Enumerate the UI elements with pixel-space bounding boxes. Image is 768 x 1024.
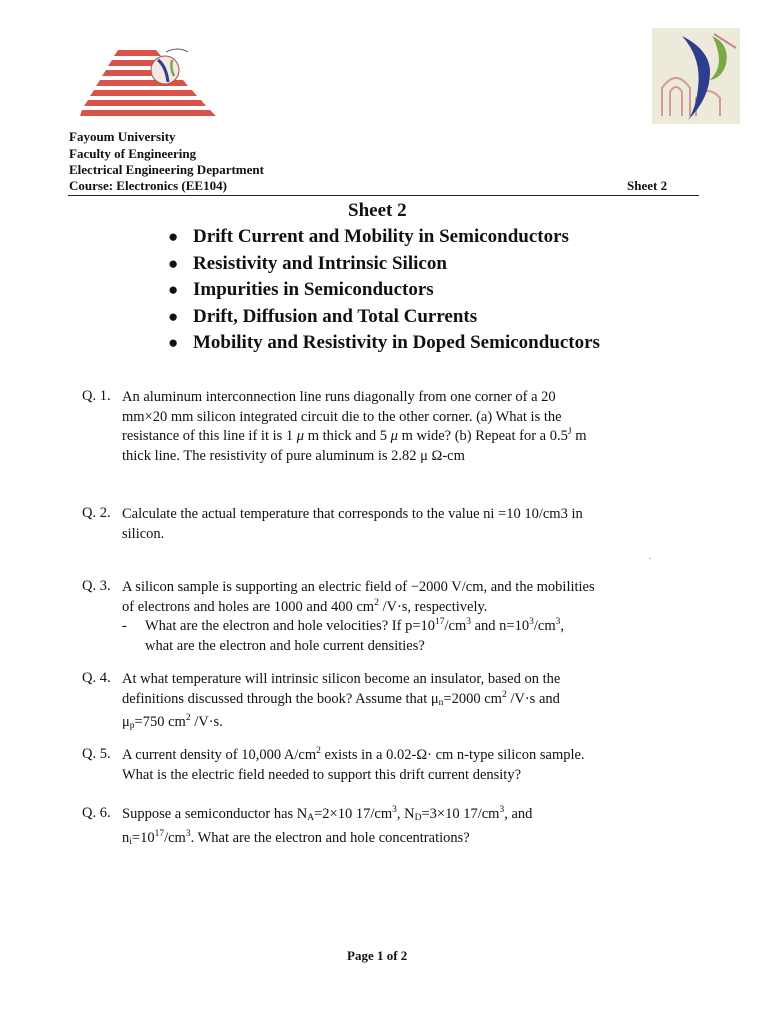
question-number: Q. 4. [82, 670, 111, 686]
bullet-icon: ● [168, 227, 179, 246]
question-3-text: A silicon sample is supporting an electric field of −2000 V/cm, and the mobilities of electrons and holes are 1000 and 400 $cm^2$ /V·s, respectively. - What are the electron and hole velocities? If $p=10^{17}/cm^3$ and $n=10^3/cm^3$, what are the electron and hole current densities? [122, 579, 595, 654]
question-number: Q. 1. [82, 388, 111, 404]
header-university: Fayoum University [69, 129, 176, 144]
topic-item: ● Impurities in Semiconductors [168, 277, 600, 304]
header-sheet-label: Sheet 2 [627, 178, 668, 193]
bullet-icon: ● [168, 306, 179, 326]
bullet-icon: ● [168, 280, 179, 299]
stray-dot: . [649, 552, 651, 561]
topic-item: ● Drift, Diffusion and Total Currents [168, 304, 600, 331]
topic-list [168, 224, 600, 357]
page-number: Page 1 of 2 [347, 948, 408, 963]
question-1-text: An aluminum interconnection line runs diagonally from one corner of a 20 mm×20 mm silicon integrated circuit die to the other corner. (a) What is the resistance of this line if it is 1 μ m thick and 5 μ m wide? (b) Repeat for a $0.5^J$ m thick line. The resistivity of pure aluminum is 2.82 μ Ω-cm [122, 389, 587, 464]
header-department: Electrical Engineering Department [69, 162, 264, 177]
question-5-text: A current density of 10,000 $A/cm^2$ exists in a 0.02-Ω· cm n-type silicon sample. What is the electric field needed to support this drift current density? [122, 746, 585, 783]
bullet-icon: ● [168, 333, 179, 352]
sheet-title: Sheet 2 [348, 200, 407, 221]
question-4-text: At what temperature will intrinsic silicon become an insulator, based on the definitions discussed through the book? Assume that $\mu_n=2000$ $cm^2$ /V·s and $\mu_p=750$ $cm^2$ /V·s. [122, 671, 561, 731]
question-number: Q. 3. [82, 578, 111, 594]
bullet-icon: ● [168, 253, 179, 273]
question-6-text: Suppose a semiconductor has $N_A=2\times 10$ $17/cm^3$, $N_D=3\times 10$ $17/cm^3$, and $n_i=10^{17}/cm^3$. What are the electron and hole concentrations? [122, 805, 533, 847]
header-divider [68, 195, 699, 196]
question-number: Q. 2. [82, 505, 111, 521]
faculty-logo [70, 42, 216, 120]
university-logo [652, 28, 740, 124]
topic-item: ● Mobility and Resistivity in Doped Semiconductors [168, 330, 600, 357]
logo-striped-triangle [80, 50, 216, 116]
question-2-text: Calculate the actual temperature that corresponds to the value ni =10 10/cm3 in silicon. [122, 506, 583, 542]
question-number: Q. 6. [82, 805, 111, 821]
header-faculty: Faculty of Engineering [69, 146, 197, 161]
header-course: Course: Electronics (EE104) [69, 178, 227, 193]
topic-item: ● Drift Current and Mobility in Semiconductors [168, 224, 600, 251]
question-number: Q. 5. [82, 746, 111, 762]
topic-item: ● Resistivity and Intrinsic Silicon [168, 251, 600, 278]
